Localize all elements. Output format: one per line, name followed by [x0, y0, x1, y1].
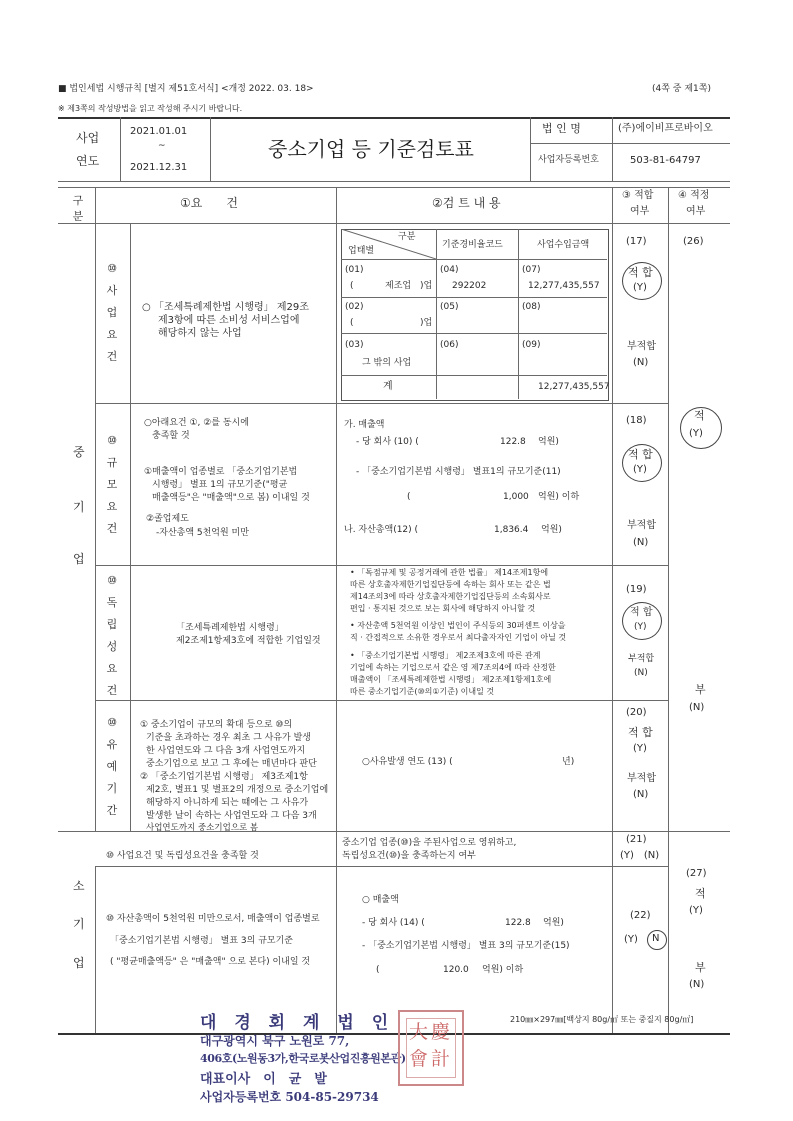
indep-content-5: • 자산총액 5천억원 이상인 법인이 주식등의 30퍼센트 이상을: [350, 621, 566, 630]
scale-fit-no: (18): [626, 415, 647, 426]
indep-fit-yes: 적 합: [630, 607, 653, 618]
grace-req-8: 발생한 날이 속하는 사업연도와 그 다음 3개: [146, 811, 317, 821]
total-label: 계: [383, 381, 393, 392]
row1-revenue: 12,277,435,557: [528, 281, 600, 291]
small-content-2-2: - 당 회사 (14) (: [362, 918, 425, 928]
scale-fit-yes: 적 합: [628, 448, 653, 461]
business-req-2: 제3항에 따른 소비성 서비스업에: [158, 315, 300, 326]
indep-fit-no: (19): [626, 584, 647, 595]
row3-label: 그 밖의 사업: [362, 358, 412, 368]
scale-fit-y: (Y): [633, 464, 647, 475]
indep-unfit-n: (N): [634, 668, 648, 678]
type-header-code: 기준경비율코드: [442, 240, 503, 250]
company-stamp-address-2: 406호(노원동3가,한국로봇산업진흥원본관): [200, 1052, 406, 1065]
scale-assets: 1,836.4: [494, 525, 529, 535]
indep-req-2: 제2조제1항제3호에 적합한 기업일것: [176, 636, 321, 646]
scale-unfit: 부적합: [627, 520, 656, 531]
small-fit-n-2: N: [652, 933, 660, 944]
grace-content: ○사유발생 연도 (13) (: [362, 757, 453, 767]
indep-content-7: • 「중소기업기본법 시행령」 제2조제3호에 따른 관계: [350, 651, 541, 660]
sme-eval-yes: 적: [694, 409, 705, 422]
business-req-3: 해당하지 않는 사업: [158, 328, 242, 339]
small-content-2-3: - 「중소기업기본법 시행령」 별표 3의 규모기준(15): [362, 941, 570, 951]
grace-req-5: ② 「중소기업기본법 시행령」 제3조제1항: [140, 772, 308, 782]
scale-req-7: -자산총액 5천억원 미만: [156, 528, 249, 538]
row3-code-no: (06): [440, 340, 459, 350]
small-fit-no-2: (22): [630, 910, 651, 921]
grace-content-end: 년): [562, 757, 575, 767]
form-reference: ■ 법인세법 시행규칙 [별지 제51호서식] <개정 2022. 03. 18>: [58, 84, 314, 94]
col-fit: ③ 적합: [622, 190, 654, 201]
col-eval: ④ 적정: [678, 190, 710, 201]
scale-limit-unit: 억원) 이하: [538, 492, 580, 502]
row3-no: (03): [345, 340, 364, 350]
small-content-2: 독립성요건(⑩)을 충족하는지 여부: [342, 851, 476, 861]
row1-no: (01): [345, 265, 364, 275]
small-eval-no: (27): [686, 868, 707, 879]
indep-content-10: 따른 중소기업기준(⑩의①기준) 이내일 것: [350, 687, 495, 696]
business-fit-no: (17): [626, 236, 647, 247]
sme-label-2: 기: [73, 500, 85, 514]
row1-rev-no: (07): [522, 265, 541, 275]
writing-note: ※ 제3쪽의 작성방법을 읽고 작성해 주시기 바랍니다.: [58, 104, 243, 113]
biz-no: 503-81-64797: [630, 155, 701, 166]
small-label-2: 기: [73, 917, 85, 931]
small-limit: 120.0: [443, 965, 469, 975]
year-tilde: ~: [158, 141, 166, 151]
indep-content-1: • 「독점규제 및 공정거래에 관한 법률」 제14조제1항에: [350, 568, 549, 577]
indep-content-8: 기업에 속하는 기업으로서 같은 영 제7조의4에 따라 산정한: [350, 663, 556, 672]
small-req-1: ⑩ 사업요건 및 독립성요건을 충족할 것: [106, 851, 259, 861]
col-fit-sub: 여부: [630, 206, 650, 217]
scale-req-3: ①매출액이 업종별로 「중소기업기본법: [144, 467, 298, 477]
small-content-2-1: ○ 매출액: [362, 895, 399, 905]
grace-fit-y: (Y): [633, 743, 647, 754]
small-fit-no-1: (21): [626, 834, 647, 845]
scale-revenue: 122.8: [500, 437, 526, 447]
sme-label-3: 업: [73, 552, 85, 566]
indep-req-label: ⑩ 독 립 성 요 건: [106, 574, 118, 697]
grace-req-3: 한 사업연도와 그 다음 3개 사업연도까지: [146, 746, 306, 756]
sme-eval-result: 부: [695, 683, 706, 696]
scale-content-3: - 「중소기업기본법 시행령」 별표1의 규모기준(11): [356, 467, 561, 477]
business-fit-y: (Y): [633, 282, 647, 293]
row2-open: (: [350, 318, 354, 328]
page-info: (4쪽 중 제1쪽): [652, 84, 711, 94]
type-header-row: 업태별: [348, 246, 375, 256]
row2-rev-no: (08): [522, 302, 541, 312]
small-revenue-unit: 억원): [543, 918, 564, 928]
col-content: ②검 트 내 용: [432, 196, 501, 210]
grace-req-4: 중소기업으로 보고 그 후에는 매년마다 판단: [146, 759, 317, 769]
grace-unfit: 부적합: [627, 773, 656, 784]
company-stamp-biz-no: 사업자등록번호 504-85-29734: [200, 1090, 379, 1104]
indep-content-6: 직 · 간접적으로 소유한 경우로서 최다출자자인 기업이 아닐 것: [350, 633, 567, 642]
row1-code: 292202: [452, 281, 487, 291]
business-req-1: ○ 「조세특례제한법 시행령」 제29조: [142, 302, 309, 313]
company-seal: 大慶會計: [398, 1010, 464, 1086]
col-division: 구 분: [72, 194, 84, 223]
scale-revenue-unit: 억원): [538, 437, 559, 447]
year-label-2: 연도: [76, 154, 100, 168]
sme-eval-result-n: (N): [689, 702, 705, 713]
row2-code-no: (05): [440, 302, 459, 312]
indep-content-2: 따른 상호출자제한기업집단등에 속하는 회사 또는 같은 법: [350, 580, 551, 589]
indep-fit-y: (Y): [634, 622, 647, 632]
indep-content-9: 매출액이 「조세특례제한법 시행령」 제2조제1항제1호에: [350, 675, 552, 684]
business-req-label: ⑩ 사 업 요 건: [106, 262, 118, 363]
business-fit-yes: 적 합: [628, 266, 653, 279]
row2-close: )업: [420, 318, 433, 328]
scale-req-label: ⑩ 규 모 요 건: [106, 434, 118, 535]
small-req-2-1: ⑩ 자산총액이 5천억원 미만으로서, 매출액이 업종별로: [106, 914, 320, 924]
grace-req-1: ① 중소기업이 규모의 확대 등으로 ⑩의: [140, 720, 293, 730]
indep-content-3: 제14조의3에 따라 상호출자제한기업집단등의 소속회사로: [350, 592, 551, 601]
col-eval-sub: 여부: [686, 206, 706, 217]
scale-content-2: - 당 회사 (10) (: [356, 437, 419, 447]
grace-req-9: 사업연도까지 중소기업으로 봄: [146, 823, 259, 833]
sme-eval-no: (26): [683, 236, 704, 247]
type-header-division: 구분: [398, 232, 416, 242]
scale-content-1: 가. 매출액: [344, 420, 385, 430]
small-eval-result-n: (N): [689, 979, 705, 990]
scale-content-4: (: [407, 492, 411, 502]
year-end-date: 2021.12.31: [130, 162, 188, 173]
small-content-1: 중소기업 업종(⑩)을 주된사업으로 영위하고,: [342, 838, 517, 848]
page-title: 중소기업 등 기준검토표: [268, 137, 474, 161]
row3-rev-no: (09): [522, 340, 541, 350]
year-start-date: 2021.01.01: [130, 126, 188, 137]
corp-name-label: 법 인 명: [542, 122, 581, 135]
small-eval-yes: 적: [695, 887, 706, 900]
scale-limit: 1,000: [503, 492, 529, 502]
corp-name: (주)에이비프로바이오: [618, 123, 713, 134]
small-eval-result: 부: [695, 961, 706, 974]
row1-type: 제조업: [385, 281, 412, 291]
business-unfit-n: (N): [633, 357, 649, 368]
year-label-1: 사업: [76, 131, 100, 145]
company-stamp-ceo: 대표이사 이 균 발: [200, 1072, 327, 1087]
scale-req-5: 매출액등"은 "매출액"으로 봄) 이내일 것: [152, 493, 310, 503]
small-revenue: 122.8: [505, 918, 531, 928]
indep-unfit: 부적합: [628, 654, 655, 664]
paper-spec: 210㎜×297㎜[백상지 80g/㎡ 또는 중질지 80g/㎡]: [510, 1015, 694, 1024]
small-content-2-4: (: [376, 965, 380, 975]
row1-code-no: (04): [440, 265, 459, 275]
type-header-revenue: 사업수입금액: [537, 240, 590, 250]
biz-no-label: 사업자등록번호: [538, 155, 599, 165]
col-requirement: ①요 건: [180, 196, 238, 210]
scale-content-5: 나. 자산총액(12) (: [344, 525, 419, 535]
total-revenue: 12,277,435,557: [538, 382, 610, 392]
small-eval-y: (Y): [689, 905, 703, 916]
grace-fit-yes: 적 합: [628, 726, 653, 739]
grace-req-7: 해당하지 아니하게 되는 때에는 그 사유가: [146, 798, 309, 808]
business-unfit: 부적합: [627, 341, 656, 352]
indep-content-4: 편입 · 통지된 것으로 보는 회사에 해당하지 아니할 것: [350, 604, 536, 613]
scale-req-6: ②졸업제도: [146, 514, 189, 524]
small-limit-unit: 억원) 이하: [482, 965, 524, 975]
sme-label-1: 중: [73, 445, 85, 459]
indep-req-1: 「조세특례제한법 시행령」: [176, 623, 284, 633]
grace-req-6: 제2호, 별표1 및 별표2의 개정으로 중소기업에: [146, 785, 329, 795]
grace-fit-no: (20): [626, 707, 647, 718]
company-stamp-name: 대 경 회 계 법 인: [200, 1013, 395, 1033]
row2-no: (02): [345, 302, 364, 312]
row1-open: (: [350, 281, 354, 291]
scale-req-2: 충족할 것: [152, 431, 190, 441]
grace-req-2: 기준을 초과하는 경우 최초 그 사유가 발생: [146, 733, 311, 743]
scale-assets-unit: 억원): [541, 525, 562, 535]
small-fit-yn-1: (Y) (N): [620, 850, 660, 861]
scale-req-1: ○아래요건 ①, ②를 동시에: [144, 418, 249, 428]
small-label-1: 소: [73, 879, 85, 893]
small-req-2-3: ( "평균매출액등" 은 "매출액" 으로 본다) 이내일 것: [110, 957, 311, 967]
small-req-2-2: 「중소기업기본법 시행령」 별표 3의 규모기준: [110, 936, 293, 946]
row1-close: )업: [420, 281, 433, 291]
grace-period-label: ⑩ 유 예 기 간: [106, 716, 118, 817]
company-stamp-address-1: 대구광역시 북구 노원로 77,: [200, 1034, 350, 1048]
small-label-3: 업: [73, 956, 85, 970]
scale-unfit-n: (N): [633, 537, 649, 548]
scale-req-4: 시행령」 별표 1의 규모기준("평균: [152, 480, 288, 490]
small-fit-y-2: (Y): [624, 934, 638, 945]
sme-eval-y: (Y): [689, 428, 703, 439]
grace-unfit-n: (N): [633, 789, 649, 800]
